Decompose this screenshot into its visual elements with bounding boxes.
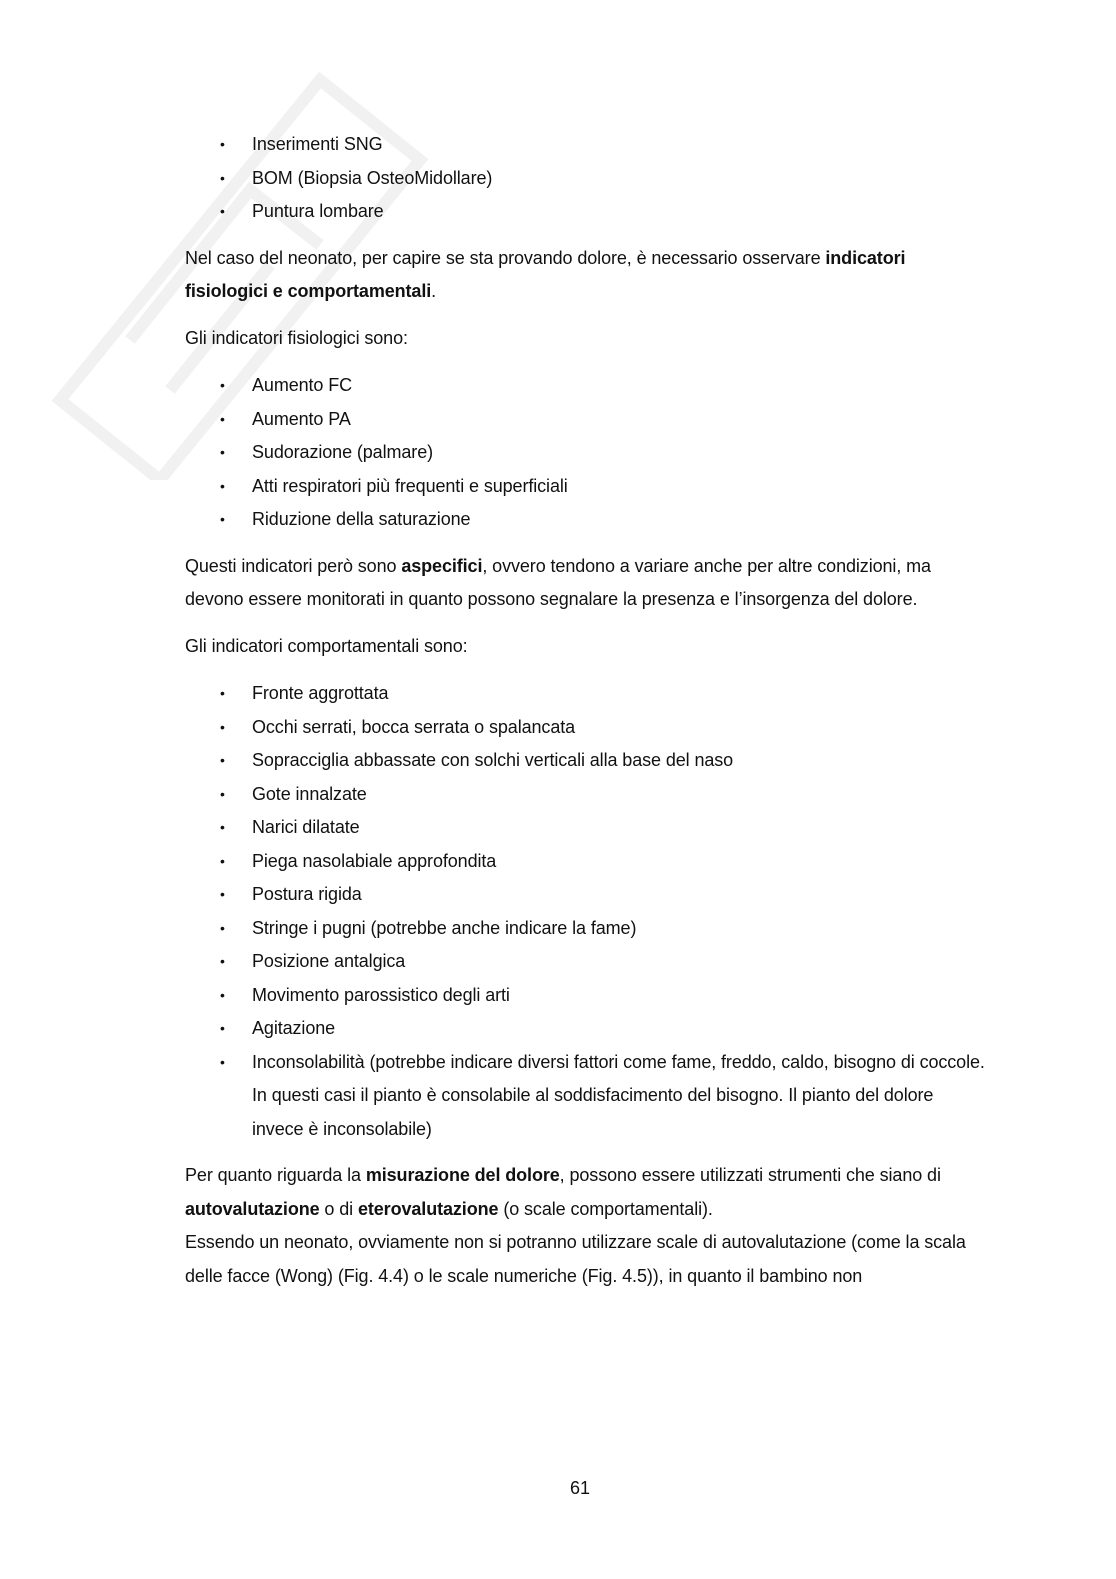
bullet-icon: • — [220, 919, 225, 936]
paragraph-behavioral-intro: Gli indicatori comportamentali sono: — [185, 635, 468, 656]
list-item: • Atti respiratori più frequenti e superficiali — [185, 470, 985, 504]
paragraph-self-assessment: Essendo un neonato, ovviamente non si potranno utilizzare scale di autovalutazione (come la scala delle facce (Wong) (Fig. 4.4) o le scale numeriche (Fig. 4.5)), in quanto il bambino non — [185, 1232, 966, 1286]
bullet-icon: • — [220, 953, 225, 969]
list-item: • Sudorazione (palmare) — [185, 436, 985, 470]
bullet-icon: • — [220, 886, 225, 902]
list-item: • Inconsolabilità (potrebbe indicare diversi fattori come fame, freddo, caldo, bisogno di coccole. In questi casi il pianto è consolabile al soddisfacimento del bisogno. Il pianto del dolore invece è inconsolabile) — [185, 1046, 985, 1147]
bullet-icon: • — [220, 511, 225, 527]
bullet-icon: • — [220, 752, 225, 768]
bullet-icon: • — [220, 986, 225, 1003]
bullet-icon: • — [220, 685, 225, 701]
paragraph-physiological-intro: Gli indicatori fisiologici sono: — [185, 327, 408, 348]
bullet-icon: • — [220, 136, 225, 152]
bullet-icon: • — [220, 410, 225, 427]
bullet-icon: • — [220, 203, 225, 219]
bullet-icon: • — [220, 477, 225, 494]
list-item: • Sopracciglia abbassate con solchi verticali alla base del naso — [185, 744, 985, 778]
list-item: • Inserimenti SNG — [185, 128, 985, 162]
list-item: • Posizione antalgica — [185, 945, 985, 979]
list-item: • Puntura lombare — [185, 195, 985, 229]
paragraph-pain-measurement: Per quanto riguarda la misurazione del dolore, possono essere utilizzati strumenti che siano di autovalutazione o di eterovalutazione (o scale comportamentali). — [185, 1165, 941, 1219]
bullet-icon: • — [220, 169, 225, 186]
page-content — [185, 128, 985, 1293]
bullet-icon: • — [220, 377, 225, 393]
list-item: • Gote innalzate — [185, 778, 985, 812]
list-item: • Movimento parossistico degli arti — [185, 979, 985, 1013]
bullet-icon: • — [220, 1053, 225, 1070]
list-item: • Piega nasolabiale approfondita — [185, 845, 985, 879]
list-item: • Agitazione — [185, 1012, 985, 1046]
paragraph-neonate-indicators: Nel caso del neonato, per capire se sta provando dolore, è necessario osservare indicatori fisiologici e comportamentali. — [185, 247, 906, 301]
list-item: • Fronte aggrottata — [185, 677, 985, 711]
list-item: • Aumento FC — [185, 369, 985, 403]
behavioral-indicators-list — [185, 677, 985, 1146]
list-item: • Postura rigida — [185, 878, 985, 912]
list-item: • Narici dilatate — [185, 811, 985, 845]
bullet-icon: • — [220, 444, 225, 460]
list-item: • Stringe i pugni (potrebbe anche indicare la fame) — [185, 912, 985, 946]
bullet-icon: • — [220, 785, 225, 802]
procedures-list — [185, 128, 985, 229]
bullet-icon: • — [220, 819, 225, 835]
bullet-icon: • — [220, 1020, 225, 1036]
list-item: • Riduzione della saturazione — [185, 503, 985, 537]
bullet-icon: • — [220, 852, 225, 869]
bullet-icon: • — [220, 718, 225, 735]
list-item: • Aumento PA — [185, 403, 985, 437]
list-item: • BOM (Biopsia OsteoMidollare) — [185, 162, 985, 196]
physiological-indicators-list — [185, 369, 985, 537]
paragraph-aspecific: Questi indicatori però sono aspecifici, ovvero tendono a variare anche per altre condizioni, ma devono essere monitorati in quanto possono segnalare la presenza e l’insorgenza del dolore. — [185, 555, 931, 609]
list-item: • Occhi serrati, bocca serrata o spalancata — [185, 711, 985, 745]
page-number: 61 — [569, 1478, 591, 1498]
